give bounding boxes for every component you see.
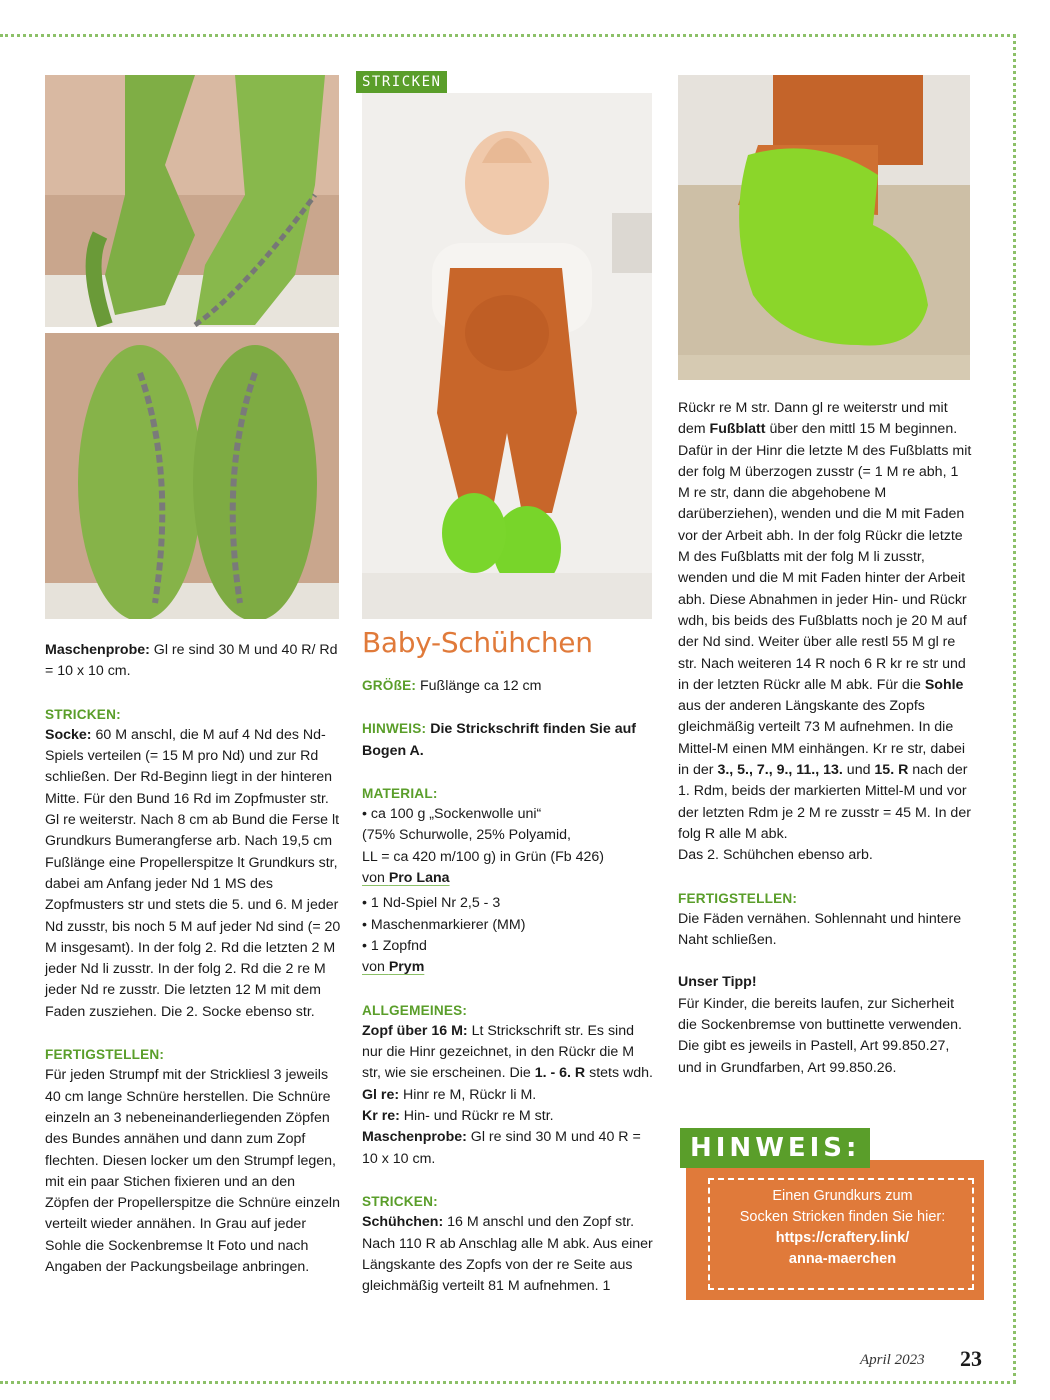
knitting-heading: STRICKEN: <box>362 1193 438 1209</box>
hint-box-text: Einen Grundkurs zum Socken Stricken finden Sie hier: https://craftery.link/ anna-maerchen <box>710 1186 975 1270</box>
garter-line: Kr re: Hin- und Rückr re M str. <box>362 1108 554 1125</box>
tip-heading: Unser Tipp! <box>678 974 757 991</box>
material-item: • 1 Nd-Spiel Nr 2,5 - 3 <box>362 895 501 912</box>
booties-photo <box>678 75 970 380</box>
left-column <box>45 640 341 1278</box>
socks-side-photo <box>45 75 339 327</box>
note-line: HINWEIS: Die Strickschrift finden Sie auf Bogen A. <box>362 721 636 759</box>
material-item: (75% Schurwolle, 25% Polyamid, <box>362 827 571 844</box>
section-tag: STRICKEN <box>356 71 447 93</box>
material-brand-line: von Prym <box>362 959 425 976</box>
stockinette-line: Gl re: Hinr re M, Rückr li M. <box>362 1086 537 1103</box>
finishing-heading: FERTIGSTELLEN: <box>678 890 798 906</box>
cable-instructions: Zopf über 16 M: Lt Strickschrift str. Es sind nur die Hinr gezeichnet, in den Rückr die M str, wie sie erscheinen. Die 1. - 6. R stets wdh. <box>362 1022 653 1082</box>
finishing-instructions: Die Fäden vernähen. Sohlennaht und hintere Naht schließen. <box>678 910 962 949</box>
page-number: 23 <box>960 1346 982 1371</box>
pattern-title: Baby-Schühchen <box>362 626 593 659</box>
hint-box-link[interactable]: anna-maerchen <box>788 1251 897 1267</box>
right-column <box>678 398 972 1079</box>
material-heading: MATERIAL: <box>362 785 438 801</box>
baby-photo <box>362 93 652 619</box>
gauge-paragraph: Maschenprobe: Gl re sind 30 M und 40 R/ Rd = 10 x 10 cm. <box>45 642 338 680</box>
finishing-heading: FERTIGSTELLEN: <box>45 1047 165 1063</box>
second-bootie-line: Das 2. Schühchen ebenso arb. <box>678 847 873 864</box>
material-item: LL = ca 420 m/100 g) in Grün (Fb 426) <box>362 848 604 865</box>
sock-instructions: Socke: 60 M anschl, die M auf 4 Nd des Nd-Spiels verteilen (= 15 M pro Nd) und zur Rd schließen. Der Rd-Beginn liegt in der hinteren Mitte. Für den Bund 16 Rd im Zopfmuster str. Gl re weiterstr. Nach 8 cm ab Bund die Ferse lt Grundkurs Bumerangferse arb. Nach 19,5 cm Fußlänge eine Propellerspitze lt Grundkurs str, dabei am Anfang jeder Nd 1 MS des Zopfmusters str und stets die 5. und 6. M jeder Nd zusstr, bis noch 5 M auf jeder Nd sind (= 20 M insgesamt). In der folg 2. Rd die letzten 2 M jeder Nd li zusstr. In der folg 2. Rd die 2 re M jeder Nd re zusstr. Die letzten 12 M mit dem Faden zusziehen. Die 2. Socke ebenso str. <box>45 726 341 1020</box>
hint-box-tag: HINWEIS: <box>680 1128 870 1168</box>
tip-text: Für Kinder, die bereits laufen, zur Sicherheit die Sockenbremse von buttinette verwenden. Die gibt es jeweils in Pastell, Art 99.850.27, und in Grundfarben, Art 99.850.26. <box>678 995 962 1076</box>
bootie-instructions: Schühchen: 16 M anschl und den Zopf str. Nach 110 R ab Anschlag alle M abk. Aus einer Längskante des Zopfs von der re Seite aus gleichmäßig verteilt 81 M aufnehmen. 1 <box>362 1214 653 1295</box>
footblade-instructions: Rückr re M str. Dann gl re weiterstr und mit dem Fußblatt über den mittl 15 M beginnen. Dafür in der Hinr die letzte M des Fußblatts mit der folg M überzogen zusstr (= 1 M re abh, 1 M re str, dann die abgehobene M darüberziehen), wenden und die M mit Faden vor der Arbeit abh. In der folg Rückr die letzte M des Fußblatts mit der folg M li zusstr, wenden und die M mit Faden hinter der Arbeit abh. Diese Abnahmen in jeder Hin- und Rückr wdh, bis beids des Fußblatts noch je 20 M auf der Nd sind. Weiter über alle restl 55 M gl re str. Nach weiteren 14 R noch 6 R kr re str und in der letzten Rückr alle M abk. Für die Sohle aus der anderen Längskante des Zopfs gleichmäßig verteilt 73 M aufnehmen. In die Mittel-M einen MM einhängen. Kr re str, dabei in der 3., 5., 7., 9., 11., 13. und 15. R nach der 1. Rdm, beids der markierten Mittel-M und vor der letzten Rdm je 2 M re zusstr = 45 M. In der folg R alle M abk. <box>678 400 972 842</box>
gauge-line: Maschenprobe: Gl re sind 30 M und 40 R = 10 x 10 cm. <box>362 1129 641 1167</box>
socks-soles-photo <box>45 333 339 619</box>
finishing-instructions: Für jeden Strumpf mit der Strickliesl 3 jeweils 40 cm lange Schnüre herstellen. Die Schnüre einzeln an 3 nebeneinanderliegenden Zöpfen des Bundes annähen und dann zum Zopf flechten. Diesen locker um den Strumpf legen, mit ein paar Stichen fixieren und an den Zöpfen der Propellerspitze die Schnüre einzeln verteilt wieder annähen. In Grau auf jeder Sohle die Sockenbremse lt Foto und nach Angaben der Packungsbeilage anbringen. <box>45 1067 340 1276</box>
middle-column <box>362 675 654 1297</box>
material-item: • Maschenmarkierer (MM) <box>362 916 526 933</box>
material-item: • 1 Zopfnd <box>362 937 427 954</box>
knitting-heading: STRICKEN: <box>45 706 121 722</box>
hint-box-link[interactable]: https://craftery.link/ <box>775 1230 910 1246</box>
material-brand-line: von Pro Lana <box>362 870 450 887</box>
general-heading: ALLGEMEINES: <box>362 1002 468 1018</box>
size-line: GRÖßE: Fußlänge ca 12 cm <box>362 678 542 694</box>
material-item: • ca 100 g „Sockenwolle uni“ <box>362 806 542 823</box>
issue-date: April 2023 <box>860 1352 925 1368</box>
